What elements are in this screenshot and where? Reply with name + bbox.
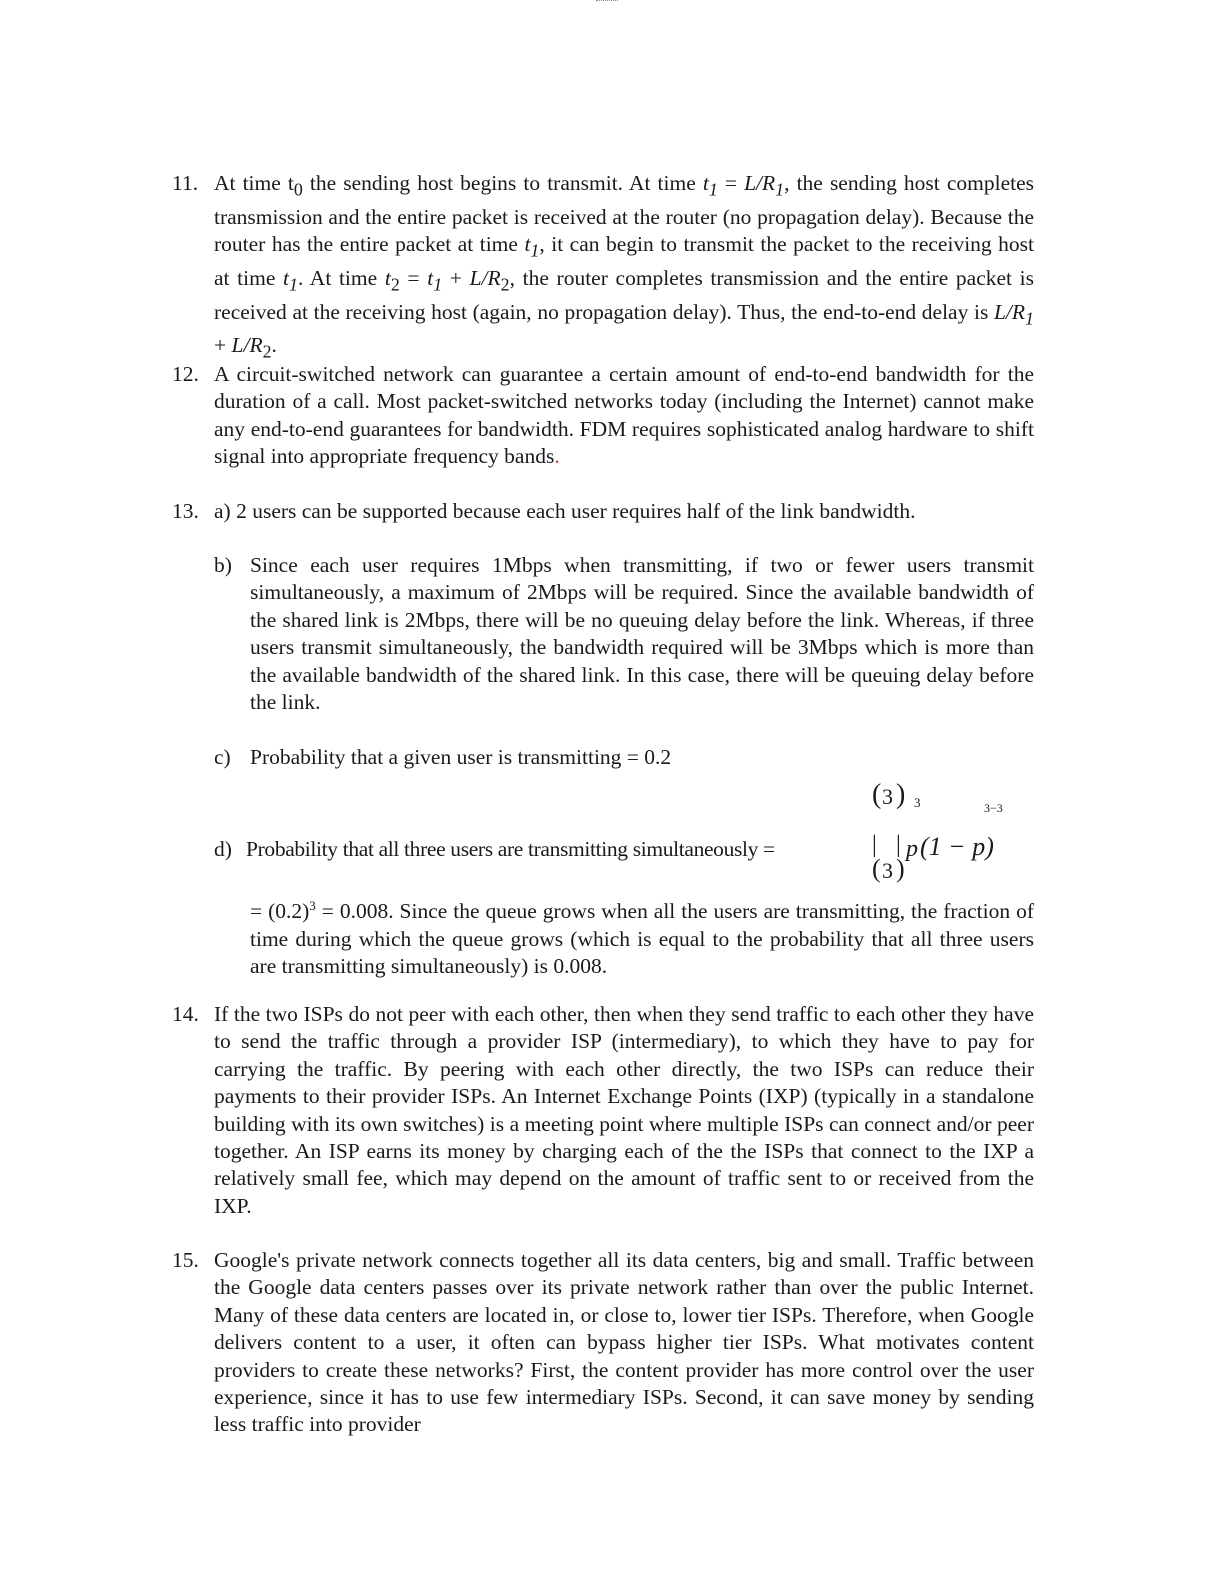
item-15-number: 15.: [172, 1248, 199, 1272]
item-13-number: 13.: [172, 499, 199, 523]
item-14-number: 14.: [172, 1002, 199, 1026]
binom-bar-right: |: [896, 832, 901, 858]
item-11-text: At time $t_0$ the sending host begins to transmit. At time $t_1 = L/R_1$, the sending host completes transmission and the entire packet is received at the router (no propagation delay). Because the router has the entire packet at time $t_1$, it can begin to transmit the packet to the receiving host at time $t_1$. At time $t_2 = t_1 + L/R_2$, the router completes transmission and the entire packet is received at the receiving host (again, no propagation delay). Thus, the end-to-end delay is $L/R_1 + L/R_2$.: [214, 171, 1035, 362]
exponent-1: 3: [914, 795, 921, 810]
exponent-2: 3−3: [984, 801, 1003, 815]
item-14-text: If the two ISPs do not peer with each other, then when they send traffic to each other they have to send the traffic through a provider ISP (intermediary), to which they have to pay for carrying the traffic. By peering with each other directly, the two ISPs can reduce their payments to their provider ISPs. An Internet Exchange Points (IXP) (typically in a standalone building with its own switches) is a meeting point where multiple ISPs can connect and/or peer together. An ISP earns its money by charging each of the the ISPs that connect to the IXP a relatively small fee, which may depend on the amount of traffic sent to or received from the IXP.: [214, 1002, 1034, 1218]
item-13c-label: c): [214, 745, 231, 769]
binom-bottom: 3: [882, 858, 893, 883]
binom-open-top: (: [872, 779, 882, 810]
item-15-text: Google's private network connects together all its data centers, big and small. Traffic between the Google data centers passes over its private network rather than over the public Internet. Many of these data centers are located in, or close to, lower tier ISPs. Therefore, when Google delivers content to a user, it often can bypass higher tier ISPs. What motivates content providers to create these networks? First, the content provider has more control over the user experience, since it has to use few intermediary ISPs. Second, it can save money by sending less traffic into provider: [214, 1248, 1034, 1437]
item-12-number: 12.: [172, 362, 199, 386]
item-13a-text: a) 2 users can be supported because each user requires half of the link bandwidth.: [214, 499, 916, 523]
formula-p: p: [906, 836, 918, 862]
formula-one-minus-p: (1 − p): [920, 832, 994, 861]
item-13d-label: d): [214, 837, 232, 861]
item-13b-text: Since each user requires 1Mbps when transmitting, if two or fewer users transmit simultaneously, a maximum of 2Mbps will be required. Since the available bandwidth of the shared link is 2Mbps, there will be no queuing delay before the link. Whereas, if three users transmit simultaneously, the bandwidth required will be 3Mbps which is more than the available bandwidth of the shared link. In this case, there will be queuing delay before the link.: [250, 553, 1034, 715]
binom-close-top: ): [896, 779, 906, 810]
item-13d-continuation: = $(0.2)^3 = 0.008$. Since the queue grows when all the users are transmitting, the fraction of time during which the queue grows (which is equal to the probability that all three users are transmitting simultaneously) is 0.008.: [250, 898, 1034, 978]
page-header-mark: [596, 0, 618, 3]
binom-open-bottom: (: [872, 854, 881, 883]
binom-close-bottom: ): [896, 854, 905, 883]
item-13c-text: Probability that a given user is transmitting = 0.2: [250, 745, 672, 769]
binom-top: 3: [882, 784, 893, 809]
item-13b-label: b): [214, 553, 232, 577]
item-11-number: 11.: [172, 171, 199, 195]
binom-bar-left: |: [872, 832, 877, 858]
item-12-text: A circuit-switched network can guarantee a certain amount of end-to-end bandwidth for the duration of a call. Most packet-switched networks today (including the Internet) cannot make any end-to-end guarantees for bandwidth. FDM requires sophisticated analog hardware to shift signal into appropriate frequency bands.: [214, 362, 1034, 469]
item-13d-text: Probability that all three users are transmitting simultaneously =: [246, 837, 775, 861]
